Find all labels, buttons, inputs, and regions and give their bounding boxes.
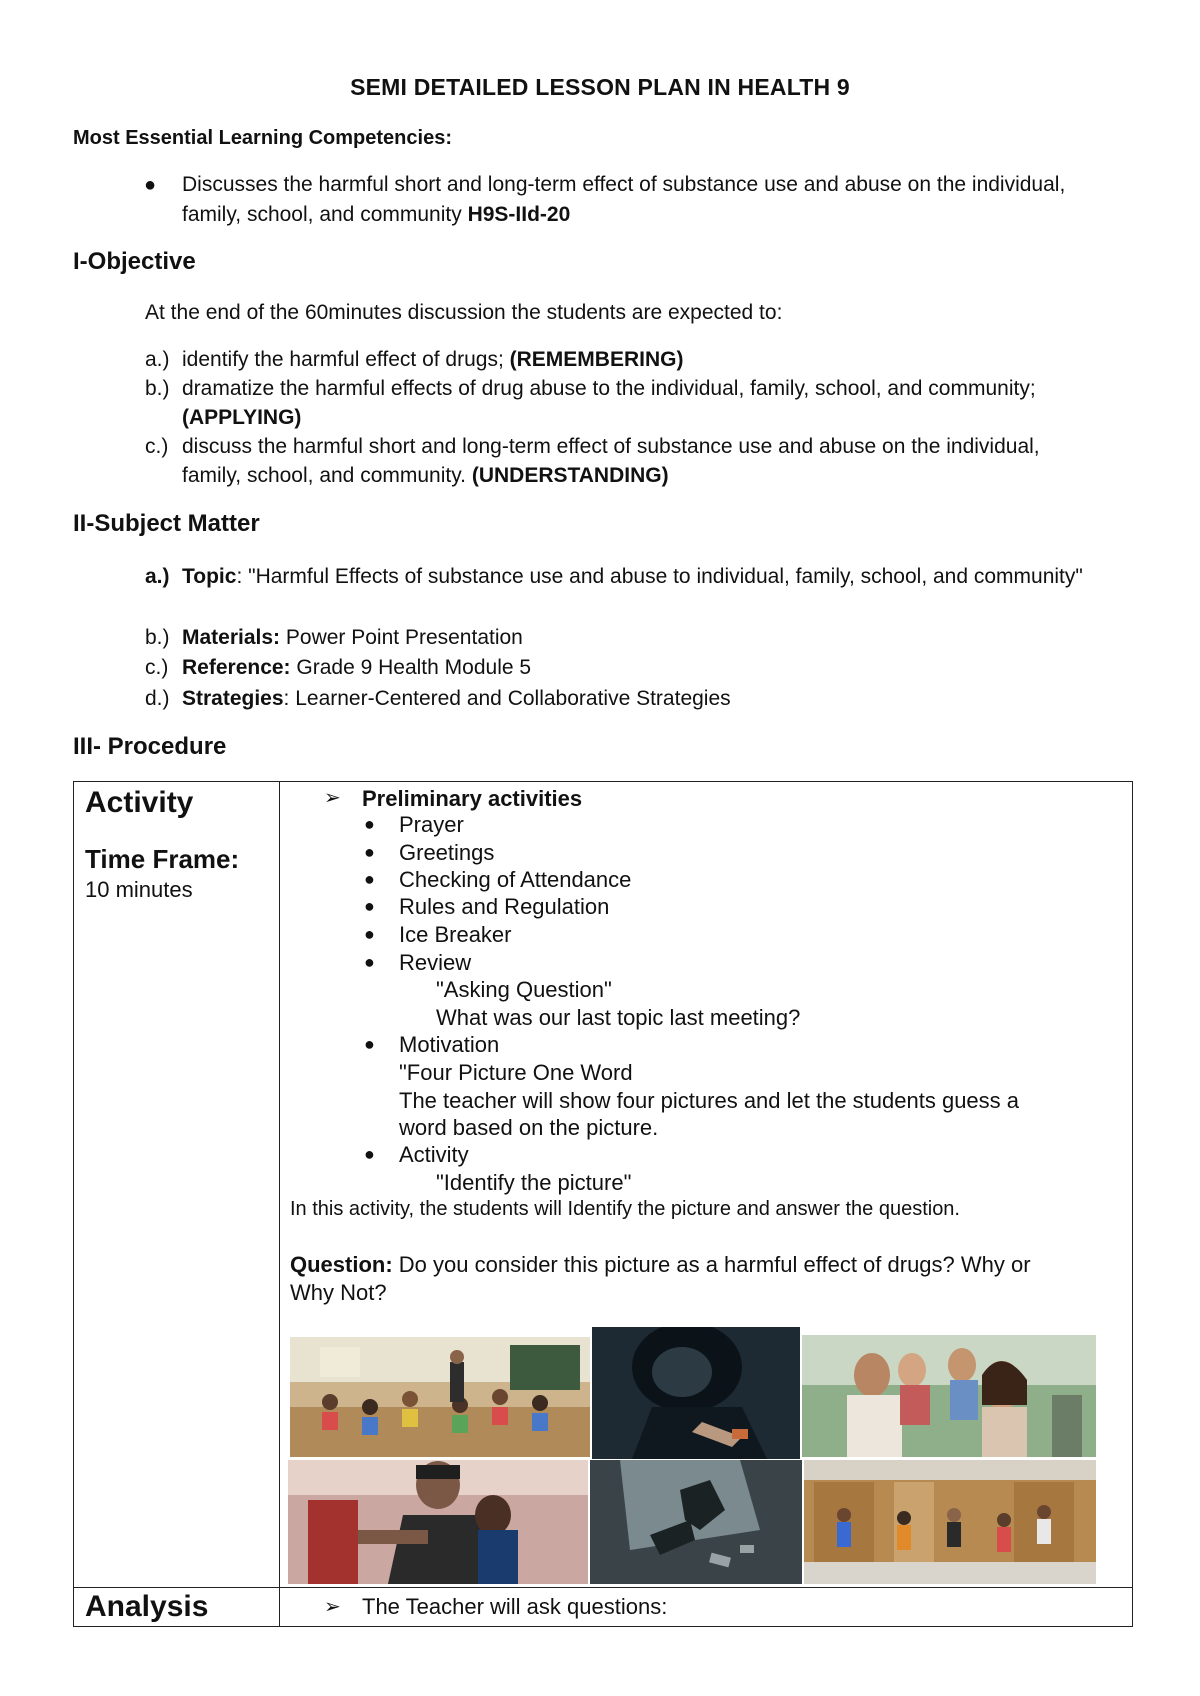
- subject-sep: :: [236, 565, 249, 588]
- objective-heading: I-Objective: [73, 248, 196, 275]
- analysis-text: The Teacher will ask questions:: [362, 1594, 668, 1619]
- analysis-label-cell: [74, 1588, 280, 1627]
- item-label: b.): [145, 377, 170, 400]
- item-label: a.): [145, 348, 170, 371]
- subject-item-strategies: [145, 684, 1095, 713]
- activity-content-cell: [280, 782, 1133, 1588]
- arrow-bullet-icon: ➢: [324, 787, 341, 809]
- subject-value: Grade 9 Health Module 5: [296, 656, 532, 679]
- objective-level: (UNDERSTANDING): [471, 464, 669, 487]
- subject-key: Materials:: [182, 626, 281, 649]
- prelim-heading: Preliminary activities: [362, 786, 583, 811]
- subject-sep: :: [283, 687, 296, 710]
- prelim-item: Review: [399, 950, 472, 975]
- objective-text: dramatize the harmful effects of drug abuse to the individual, family, school, and community;: [182, 377, 1036, 400]
- motivation-label: Motivation: [399, 1032, 500, 1057]
- question-text: Do you consider this picture as a harmful effect of drugs? Why or: [392, 1252, 1031, 1277]
- activity-label: Activity: [85, 786, 194, 819]
- time-frame-label: Time Frame:: [85, 844, 240, 874]
- activity-item: Activity: [399, 1142, 469, 1167]
- melc-item: [144, 170, 1112, 230]
- analysis-content-cell: [280, 1588, 1133, 1627]
- family-photo: [802, 1335, 1096, 1457]
- hooded-person-photo: [592, 1327, 800, 1459]
- fighting-people-photo: [288, 1460, 588, 1584]
- subject-value: "Harmful Effects of substance use and abuse to individual, family, school, and community": [248, 565, 1083, 588]
- bullet-icon: ●: [364, 924, 375, 944]
- item-label: d.): [145, 687, 170, 710]
- bullet-icon: ●: [144, 174, 157, 196]
- subject-key: Strategies: [182, 687, 284, 710]
- motivation-line: word based on the picture.: [399, 1115, 659, 1140]
- question-label: Question:: [290, 1252, 393, 1277]
- subject-value: Learner-Centered and Collaborative Strategies: [295, 687, 731, 710]
- activity-row: [74, 782, 1133, 1588]
- page-title: SEMI DETAILED LESSON PLAN IN HEALTH 9: [350, 74, 850, 100]
- prelim-item: Greetings: [399, 840, 495, 865]
- melc-heading: Most Essential Learning Competencies:: [73, 127, 452, 149]
- analysis-label: Analysis: [85, 1590, 209, 1623]
- school-hallway-photo: [804, 1460, 1096, 1584]
- item-label: c.): [145, 435, 169, 458]
- procedure-heading: III- Procedure: [73, 733, 227, 760]
- bullet-icon: ●: [364, 896, 375, 916]
- item-label: c.): [145, 656, 169, 679]
- bullet-icon: ●: [364, 1034, 375, 1054]
- objective-item-b: [145, 374, 1055, 432]
- bullet-icon: ●: [364, 1144, 375, 1164]
- review-line: What was our last topic last meeting?: [436, 1005, 801, 1030]
- melc-code: H9S-IId-20: [467, 203, 571, 226]
- review-line: "Asking Question": [436, 977, 612, 1002]
- subject-value: Power Point Presentation: [285, 626, 523, 649]
- prelim-item: Ice Breaker: [399, 922, 512, 947]
- bullet-icon: ●: [364, 952, 375, 972]
- violence-shadow-photo: [590, 1460, 802, 1584]
- activity-label-cell: [74, 782, 280, 1588]
- subject-item-materials: [145, 623, 1095, 652]
- procedure-table: [73, 781, 1133, 1627]
- bullet-icon: ●: [364, 869, 375, 889]
- objective-level: (REMEMBERING): [509, 348, 684, 371]
- objective-text: discuss the harmful short and long-term effect of substance use and abuse on the individual, family, school, and community.: [182, 435, 1040, 487]
- question: [290, 1252, 1031, 1278]
- time-frame-value: 10 minutes: [85, 877, 193, 902]
- prelim-item: Checking of Attendance: [399, 867, 632, 892]
- motivation-line: "Four Picture One Word: [399, 1060, 633, 1085]
- activity-description: In this activity, the students will Identify the picture and answer the question.: [290, 1198, 960, 1220]
- melc-text: Discusses the harmful short and long-term effect of substance use and abuse on the individual, family, school, and community: [182, 173, 1066, 226]
- objective-text: identify the harmful effect of drugs;: [182, 348, 510, 371]
- prelim-item: Rules and Regulation: [399, 894, 610, 919]
- arrow-bullet-icon: ➢: [324, 1596, 341, 1618]
- subject-item-reference: [145, 653, 1095, 682]
- bullet-icon: ●: [364, 842, 375, 862]
- subject-item-topic: [145, 562, 1105, 591]
- objective-item-a: [145, 345, 1095, 374]
- objective-level: (APPLYING): [182, 406, 302, 429]
- question-text-continued: Why Not?: [290, 1280, 387, 1305]
- item-label: b.): [145, 626, 170, 649]
- activity-quote: "Identify the picture": [436, 1170, 632, 1195]
- bullet-icon: ●: [364, 814, 375, 834]
- analysis-row: [74, 1588, 1133, 1627]
- classroom-photo: [290, 1337, 590, 1457]
- subject-heading: II-Subject Matter: [73, 510, 260, 537]
- motivation-line: The teacher will show four pictures and let the students guess a: [399, 1088, 1020, 1113]
- objective-item-c: [145, 432, 1075, 490]
- prelim-item: Prayer: [399, 812, 464, 837]
- item-label: a.): [145, 565, 170, 588]
- subject-key: Topic: [182, 565, 237, 588]
- subject-key: Reference:: [182, 656, 291, 679]
- objective-intro: At the end of the 60minutes discussion the students are expected to:: [145, 301, 783, 324]
